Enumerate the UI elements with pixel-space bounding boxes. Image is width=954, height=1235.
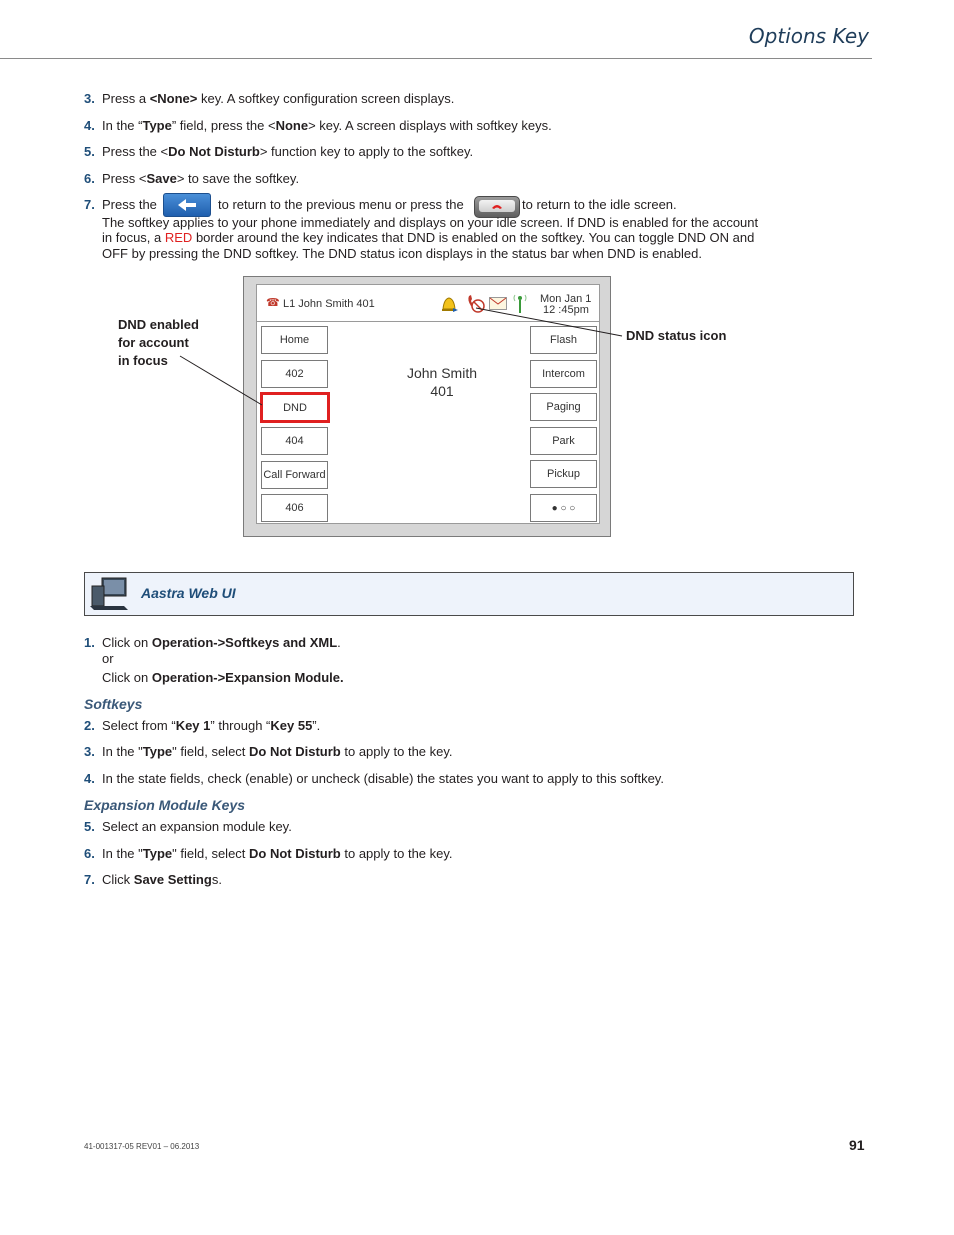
aastra-web-ui-title: Aastra Web UI <box>141 585 236 601</box>
footer-doc-id: 41-001317-05 REV01 – 06.2013 <box>84 1142 200 1151</box>
step-7-mid: to return to the previous menu or press the <box>218 197 464 212</box>
softkey-intercom[interactable]: Intercom <box>530 360 597 388</box>
softkey-park[interactable]: Park <box>530 427 597 455</box>
page-number: 91 <box>849 1137 865 1153</box>
softkey-404[interactable]: 404 <box>261 427 328 455</box>
status-date: Mon Jan 1 <box>540 293 592 305</box>
caller-ext: 401 <box>430 383 454 399</box>
status-time: 12 :45pm <box>543 304 589 316</box>
expansion-heading: Expansion Module Keys <box>84 797 246 813</box>
step-7-detail-1: The softkey applies to your phone immediately and displays on your idle screen. If DND is enabled for the account <box>102 215 759 230</box>
computer-icon <box>88 576 130 615</box>
softkey-406[interactable]: 406 <box>261 494 328 522</box>
page-title: Options Key <box>748 24 869 48</box>
callout-dnd-focus: DND enabled for account in focus <box>118 317 199 368</box>
softkey-pickup[interactable]: Pickup <box>530 460 597 488</box>
line-phone-icon: ☎ <box>266 297 280 309</box>
web-step-1b: Click on Operation->Expansion Module. <box>102 670 344 685</box>
page-indicator[interactable]: ● ○ ○ <box>530 494 597 522</box>
softkey-paging[interactable]: Paging <box>530 393 597 421</box>
softkey-402[interactable]: 402 <box>261 360 328 388</box>
line-label: L1 John Smith 401 <box>283 298 375 310</box>
step-7-detail-2: in focus, a RED border around the key indicates that DND is enabled on the softkey. You can toggle DND ON and <box>102 230 755 245</box>
step-7-detail-3: OFF by pressing the DND softkey. The DND status icon displays in the status bar when DND is enabled. <box>102 246 702 261</box>
web-step-1-or: or <box>102 651 114 666</box>
softkey-dnd[interactable]: DND <box>260 392 330 423</box>
callout-lines <box>0 0 954 560</box>
softkeys-heading: Softkeys <box>84 696 143 712</box>
step-7-post: to return to the idle screen. <box>522 197 677 212</box>
caller-name: John Smith <box>406 365 478 381</box>
softkey-call-forward[interactable]: Call Forward <box>261 461 328 489</box>
softkey-flash[interactable]: Flash <box>530 326 597 354</box>
callout-dnd-status: DND status icon <box>626 328 727 343</box>
softkey-home[interactable]: Home <box>261 326 328 354</box>
